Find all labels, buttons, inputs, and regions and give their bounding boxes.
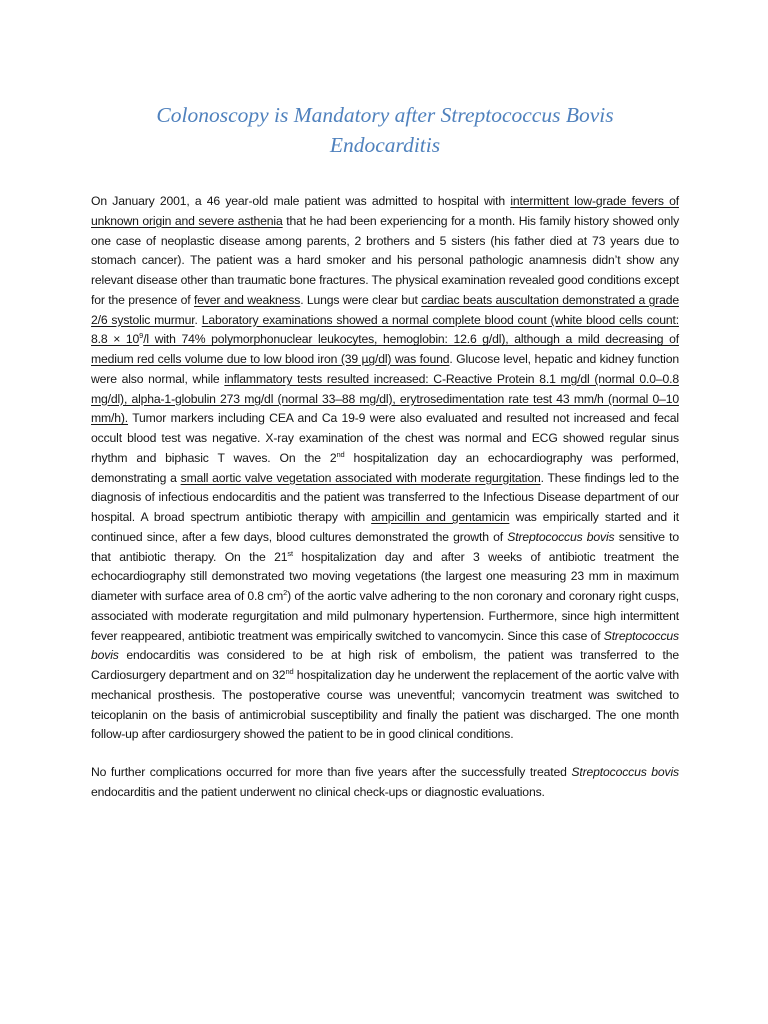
follow-up-paragraph [91,763,679,803]
text-run: hospitalization day he underwent the replacement of the aortic valve with mechanical prosthesis. The postoperative course was uneventful; vancomycin treatment was switched to teicoplanin on the basis of antimicrobial susceptibility and finally the patient was discharged. The one month follow-up after cardiosurgery showed the patient to be in good clinical conditions. [91,668,679,742]
superscript: nd [285,666,294,676]
text-run: was empirically started and it continued since, after a few days, blood cultures demonstrated the growth of [91,510,679,544]
text-run: hospitalization day and after 3 weeks of antibiotic treatment the echocardiography still demonstrated two moving vegetations (the largest one measuring 23 mm in maximum diameter with surface area of 0.8 cm [91,549,679,603]
superscript: 2 [283,587,288,597]
species-name: Streptococcus bovis [507,529,615,544]
document-page [91,100,679,803]
underlined-text: small aortic valve vegetation associated with moderate regurgitation [180,470,541,485]
superscript: st [287,548,293,558]
text-run: that he had been experiencing for a month. His family history showed only one case of neoplastic disease among parents, 2 brothers and 5 sisters (his father died at 73 years due to stomach cancer). The patient was a hard smoker and his personal pathologic anamnesis didn’t show any relevant disease other than traumatic bone fractures. The physical examination revealed good conditions except for the presence of [91,213,680,307]
text-run: . Glucose level, hepatic and kidney function were also normal, while [91,352,679,386]
text-run: No further complications occurred for more than five years after the successfully treated [91,765,572,779]
document-title [91,100,679,160]
underlined-text: Laboratory examinations showed a normal complete blood count (white blood cells count: 8.8 × 10 [91,312,679,347]
superscript: nd [336,449,345,459]
underlined-text: fever and weakness [194,292,301,307]
case-report-paragraph [91,192,679,745]
title-line-2: Endocarditis [329,133,441,157]
text-run: ) of the aortic valve adhering to the non coronary and coronary right cusps, associated with moderate regurgitation and mild pulmonary hypertension. Furthermore, since high intermittent fever reappeared, antibiotic treatment was empirically switched to vancomycin. Since this case of [91,589,679,643]
text-run: . These findings led to the diagnosis of infectious endocarditis and the patient was transferred to the Infectious Disease department of our hospital. A broad spectrum antibiotic therapy with [91,470,679,524]
text-run: On January 2001, a 46 year-old male patient was admitted to hospital with [91,194,511,208]
species-name: Streptococcus bovis [571,765,679,779]
text-run: . Lungs were clear but [300,292,422,307]
text-run: sensitive to that antibiotic therapy. On the 21 [91,529,680,564]
underlined-text: inflammatory tests resulted increased: C-Reactive Protein 8.1 mg/dl (normal 0.0–0.8 mg/dl), alpha-1-globulin 273 mg/dl (normal 33–88 mg/dl), erytrosedimentation rate test 43 mm/h (normal 0–10 mm/h). [91,371,679,426]
underlined-text: cardiac beats auscultation demonstrated a grade 2/6 systolic murmur [91,292,679,327]
text-run: hospitalization day an echocardiography was performed, demonstrating a [91,450,679,485]
underlined-text: ampicillin and gentamicin [371,510,510,524]
text-run: endocarditis was considered to be at high risk of embolism, the patient was transferred to the Cardiosurgery department and on 32 [91,648,679,682]
text-run: Tumor markers including CEA and Ca 19-9 were also evaluated and resulted not increased and fecal occult blood test was negative. X-ray examination of the chest was normal and ECG showed regular sinus rhythm and biphasic T waves. On the 2 [91,411,679,465]
underlined-text: /l with 74% polymorphonuclear leukocytes, hemoglobin: 12.6 g/dl), although a mild decreasing of medium red cells volume due to low blood iron (39 µg/dl) was found [91,332,679,366]
text-run: . [194,312,202,327]
text-run: endocarditis and the patient underwent no clinical check-ups or diagnostic evaluations. [91,784,545,799]
title-line-1: Colonoscopy is Mandatory after Streptococcus Bovis [156,103,614,127]
underlined-text: intermittent low-grade fevers of unknown origin and severe asthenia [91,194,680,228]
species-name: Streptococcus bovis [91,628,679,663]
superscript: 9 [139,331,144,341]
